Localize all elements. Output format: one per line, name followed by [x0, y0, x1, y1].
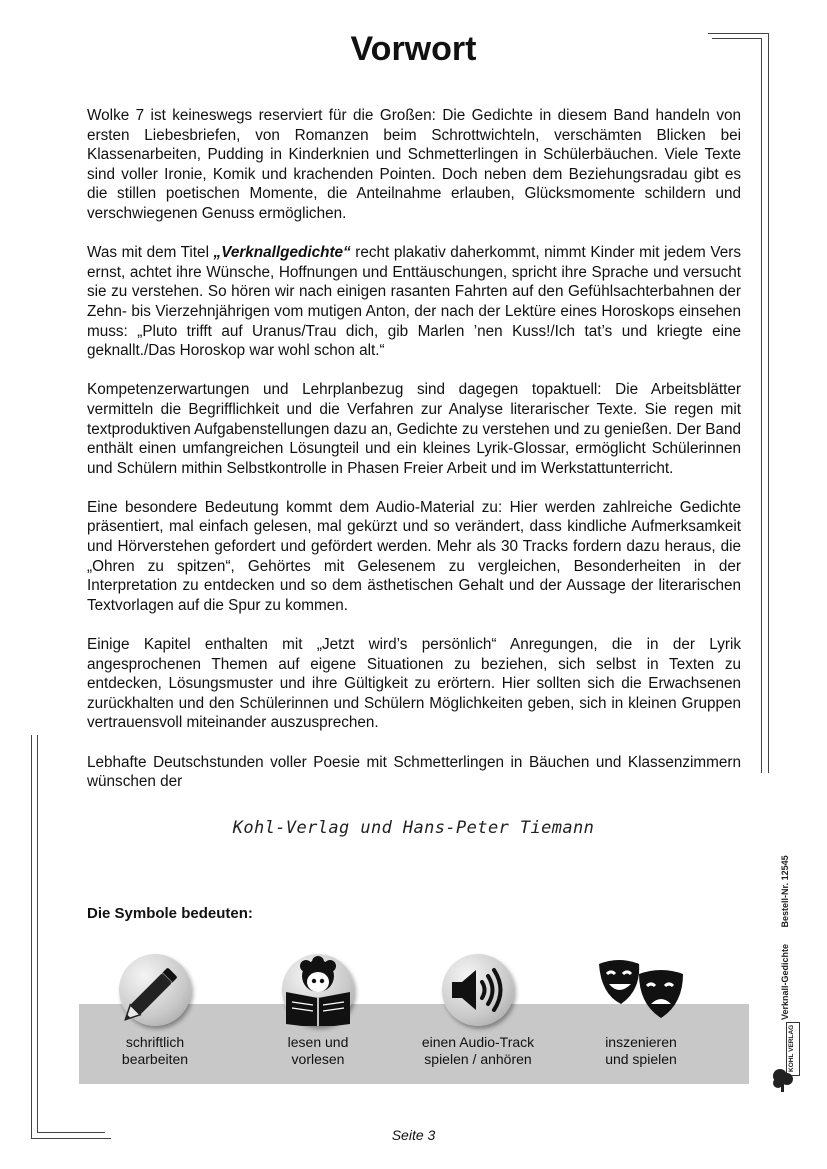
title-emphasis: „Verknallgedichte“ [213, 244, 351, 262]
symbol-circle [282, 954, 354, 1026]
symbol-theater [566, 954, 716, 1068]
symbol-read [243, 954, 393, 1068]
pencil-icon [119, 954, 191, 1026]
theater-masks-icon [593, 954, 689, 1026]
frame-right [761, 38, 762, 773]
paragraph-2 [87, 243, 741, 361]
symbol-label-line: bearbeiten [121, 1051, 189, 1067]
page-number: Seite 3 [391, 1127, 436, 1143]
symbol-label-line: lesen und [287, 1034, 349, 1050]
sidebar-book-info [780, 820, 790, 1020]
frame-left [31, 735, 32, 1139]
paragraph-4: Eine besondere Bedeutung kommt dem Audio-Material zu: Hier werden zahlreiche Gedichte präsentiert, mal einfach gelesen, mal gekürzt und so verändert, dass kindliche Aufmerksamkeit und Hörverstehen gefordert und gefördert werden. Mehr als 30 Tracks fordern dazu heraus, die „Ohren zu spitzen“, Gehörtes mit Gelesenem zu vergleichen, Besonderheiten in der Interpretation zu entdecken und so dem ästhetischen Gehalt und der Aussage der literarischen Textvorlagen auf die Spur zu kommen. [87, 498, 741, 614]
signature: Kohl-Verlag und Hans-Peter Tiemann [232, 818, 595, 838]
sidebar-book-title: Verknall-Gedichte [780, 943, 790, 1020]
body-text [87, 106, 741, 792]
symbol-label-line: spielen / anhören [424, 1051, 532, 1067]
symbol-write [80, 954, 230, 1068]
symbol-label-line: einen Audio-Track [421, 1034, 535, 1050]
symbol-circle [593, 954, 689, 1026]
symbol-label [403, 1034, 553, 1068]
symbol-label-line: inszenieren [605, 1034, 677, 1050]
symbol-label [80, 1034, 230, 1068]
symbol-circle [442, 954, 514, 1026]
symbol-circle [119, 954, 191, 1026]
frame-left [37, 735, 38, 1133]
symbol-label-line: vorlesen [291, 1051, 345, 1067]
symbols-heading: Die Symbole bedeuten: [87, 905, 253, 922]
frame-right [768, 33, 769, 773]
symbol-label [243, 1034, 393, 1068]
paragraph-5: Einige Kapitel enthalten mit „Jetzt wird’s persönlich“ Anregungen, die in der Lyrik angesprochenen Themen auf eigene Situationen zu beziehen, sich selbst in Texten zu entdecken, Lösungsmuster und ihre Gültigkeit zu erörtern. Hier sollten sich die Erwachsenen zurückhalten und den Schülerinnen und Schülern Möglichkeiten geben, sich in kleinen Gruppen vertrauensvoll miteinander auszusprechen. [87, 636, 741, 732]
publisher-tree-icon [770, 1066, 796, 1094]
symbol-label [566, 1034, 716, 1068]
sidebar-order-number: Bestell-Nr. 12545 [780, 855, 790, 928]
paragraph-3: Kompetenzerwartungen und Lehrplanbezug sind dagegen topaktuell: Die Arbeitsblätter vermitteln die Begrifflichkeit und die Verfahren zur Analyse literarischer Texte. Sie regen mit textproduktiven Aufgabenstellungen dazu an, Gedichte zu verstehen und zu genießen. Der Band enthält einen umfangreichen Lösungteil und ein kleines Lyrik-Glossar, ermöglicht Schülerinnen und Schülern mithin Selbstkontrolle in Phasen Freier Arbeit und im Werkstattunterricht. [87, 381, 741, 477]
symbol-label-line: schriftlich [125, 1034, 185, 1050]
reader-icon [282, 954, 354, 1026]
paragraph-2-text: Was mit dem Titel [87, 244, 214, 262]
paragraph-1: Wolke 7 ist keineswegs reserviert für die Großen: Die Gedichte in diesem Band handeln von ersten Liebesbriefen, von Romanzen beim Schrottwichteln, verschämten Blicken bei Klassenarbeiten, Pudding in Kinderknien und Schmetterlingen in Schülerbäuchen. Viele Texte sind voller Ironie, Komik und krachenden Pointen. Doch neben dem Beziehungsradau gibt es die stillen poetischen Momente, die Anteilnahme erlauben, Glücksmomente schildern und verschwiegenen Genuss ermöglichen. [87, 107, 741, 222]
paragraph-2-text: recht plakativ daherkommt, nimmt Kinder mit jedem Vers ernst, achtet ihre Wünsche, Hoffnungen und Enttäuschungen, spricht ihre Sprache und versucht sie zu verstehen. So hören wir nach einigen rasanten Fahrten auf den Gefühlsachterbahnen der Zehn- bis Vierzehnjährigen vom mutigen Anton, der nach der Lektüre eines Horoskops einsehen muss: „Pluto trifft auf Uranus/Trau dich, gib Marlen ’nen Kuss!/Ich tat’s und kriegte eine geknallt./Das Horoskop war wohl schon alt.“ [87, 244, 741, 360]
page-title: Vorwort [350, 30, 477, 68]
symbol-audio [403, 954, 553, 1068]
publisher-logo-text: KOHL VERLAG [788, 1024, 795, 1072]
speaker-icon [442, 954, 514, 1026]
paragraph-6: Lebhafte Deutschstunden voller Poesie mit Schmetterlingen in Bäuchen und Klassenzimmern wünschen der [87, 753, 741, 791]
symbol-label-line: und spielen [605, 1051, 677, 1067]
